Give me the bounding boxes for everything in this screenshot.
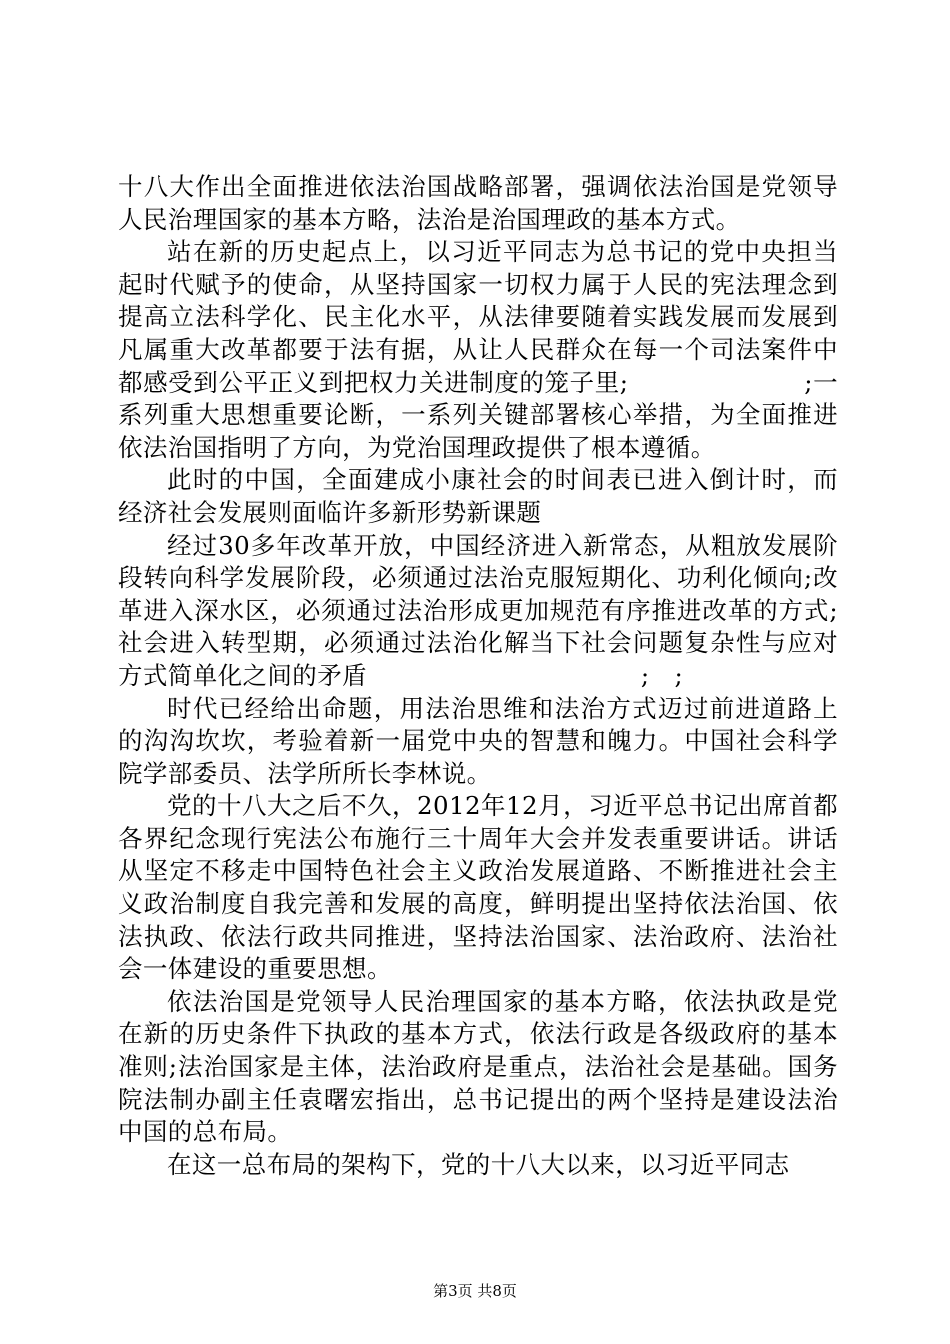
body-text (118, 171, 838, 1181)
paragraph-8: 在这一总布局的架构下，党的十八大以来，以习近平同志 (167, 1149, 790, 1179)
paragraph-3: 此时的中国，全面建成小康社会的时间表已进入倒计时，而经济社会发展则面临许多新形势新课题 (118, 465, 838, 527)
paragraph-1: 十八大作出全面推进依法治国战略部署，强调依法治国是党领导人民治理国家的基本方略，法治是治国理政的基本方式。 (118, 172, 838, 234)
paragraph-5: 时代已经给出命题，用法治思维和法治方式迈过前进道路上的沟沟坎坎，考验着新一届党中央的智慧和魄力。中国社会科学院学部委员、法学所所长李林说。 (118, 693, 838, 788)
paragraph-4: 经过30多年改革开放，中国经济进入新常态，从粗放发展阶段转向科学发展阶段，必须通过法治克服短期化、功利化倾向;改革进入深水区，必须通过法治形成更加规范有序推进改革的方式;社会进入转型期，必须通过法治化解当下社会问题复杂性与应对方式简单化之间的矛盾 ; ; (118, 530, 838, 690)
paragraph-7: 依法治国是党领导人民治理国家的基本方略，依法执政是党在新的历史条件下执政的基本方式，依法行政是各级政府的基本准则;法治国家是主体，法治政府是重点，法治社会是基础。国务院法制办副主任袁曙宏指出，总书记提出的两个坚持是建设法治中国的总布局。 (118, 986, 838, 1147)
paragraph-2: 站在新的历史起点上，以习近平同志为总书记的党中央担当起时代赋予的使命，从坚持国家一切权力属于人民的宪法理念到提高立法科学化、民主化水平，从法律要随着实践发展而发展到凡属重大改革都要于法有据，从让人民群众在每一个司法案件中都感受到公平正义到把权力关进制度的笼子里; ;一系列重大思想重要论断，一系列关键部署核心举措，为全面推进依法治国指明了方向，为党治国理政提供了根本遵循。 (118, 237, 838, 462)
page-footer: 第3页 共8页 (433, 1282, 517, 1300)
paragraph-6: 党的十八大之后不久，2012年12月，习近平总书记出席首都各界纪念现行宪法公布施行三十周年大会并发表重要讲话。讲话从坚定不移走中国特色社会主义政治发展道路、不断推进社会主义政治制度自我完善和发展的高度，鲜明提出坚持依法治国、依法执政、依法行政共同推进，坚持法治国家、法治政府、法治社会一体建设的重要思想。 (118, 791, 838, 984)
